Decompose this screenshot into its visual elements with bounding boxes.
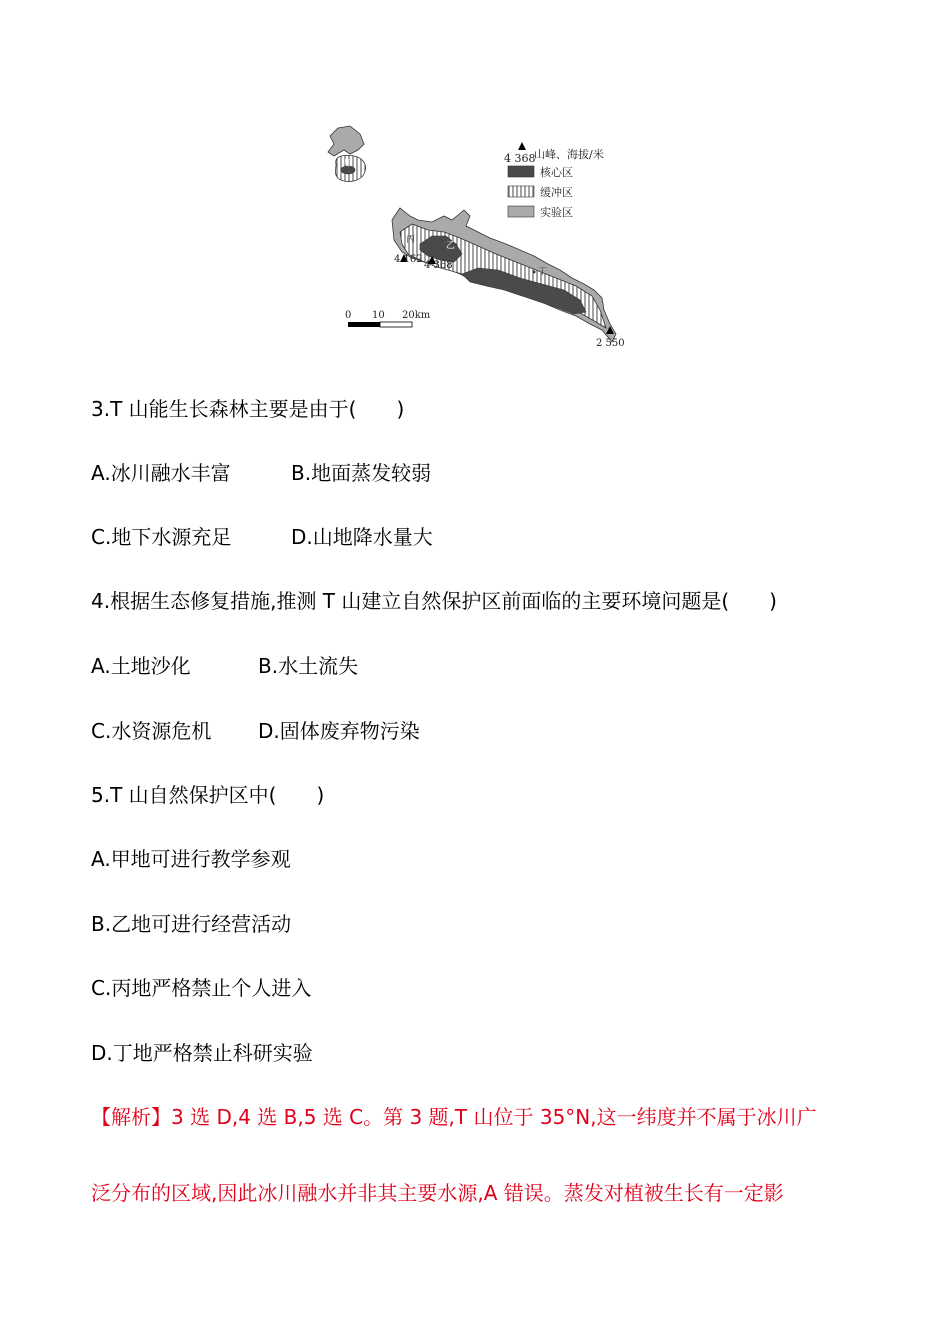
q5-option-b[interactable]: B.乙地可进行经营活动 — [91, 912, 292, 936]
analysis-line-2: 泛分布的区域,因此冰川融水并非其主要水源,A 错误。蒸发对植被生长有一定影 — [91, 1181, 784, 1205]
q4-option-c[interactable]: C.水资源危机 — [91, 719, 212, 743]
legend-peak-icon — [518, 142, 526, 150]
q4-option-d[interactable]: D.固体废弃物污染 — [258, 719, 420, 743]
scale-tick-20: 20km — [402, 310, 431, 321]
q3-option-b[interactable]: B.地面蒸发较弱 — [291, 461, 432, 485]
peak-label-3: 2 550 — [596, 338, 625, 349]
place-jia: 甲 — [344, 159, 354, 169]
q5-option-d[interactable]: D.丁地严格禁止科研实验 — [91, 1041, 313, 1065]
legend-core: 核心区 — [540, 166, 573, 179]
q3-options-row2 — [91, 524, 433, 550]
analysis-line-1: 【解析】3 选 D,4 选 B,5 选 C。第 3 题,T 山位于 35°N,这一纬度并不属于冰川广 — [91, 1105, 817, 1129]
q3-option-c[interactable]: C.地下水源充足 — [91, 525, 232, 549]
q4-option-b[interactable]: B.水土流失 — [258, 654, 359, 678]
q5-stem: 5.T 山自然保护区中( ) — [91, 783, 325, 807]
q4-options-row1 — [91, 653, 359, 679]
q5-option-c[interactable]: C.丙地严格禁止个人进入 — [91, 976, 312, 1000]
q3-option-a[interactable]: A.冰川融水丰富 — [91, 461, 231, 485]
q4-option-a[interactable]: A.土地沙化 — [91, 654, 191, 678]
north-experiment-zone — [328, 126, 364, 156]
q5-option-a[interactable]: A.甲地可进行教学参观 — [91, 847, 291, 871]
peak-label-2: 4 368 — [424, 260, 453, 271]
q4-options-row2 — [91, 718, 420, 744]
legend-peak-value: 4 368 — [504, 152, 536, 165]
scale-bar — [345, 310, 431, 327]
peak-label-1: 4 162 — [394, 254, 423, 265]
place-ding: 丁 — [538, 267, 548, 277]
scale-tick-0: 0 — [345, 310, 352, 321]
q3-options-row1 — [91, 460, 432, 486]
legend-experiment: 实验区 — [540, 206, 573, 219]
q3-option-d[interactable]: D.山地降水量大 — [291, 525, 433, 549]
q3-stem: 3.T 山能生长森林主要是由于( ) — [91, 397, 405, 421]
q4-stem: 4.根据生态修复措施,推测 T 山建立自然保护区前面临的主要环境问题是( ) — [91, 589, 777, 613]
scale-tick-10: 10 — [372, 310, 385, 321]
legend-peak-label: 山峰、海拔/米 — [534, 148, 604, 161]
nature-reserve-map — [320, 120, 640, 355]
legend-buffer: 缓冲区 — [540, 186, 573, 199]
place-yi: 乙 — [446, 241, 456, 251]
place-bing: 丙 — [406, 235, 416, 245]
